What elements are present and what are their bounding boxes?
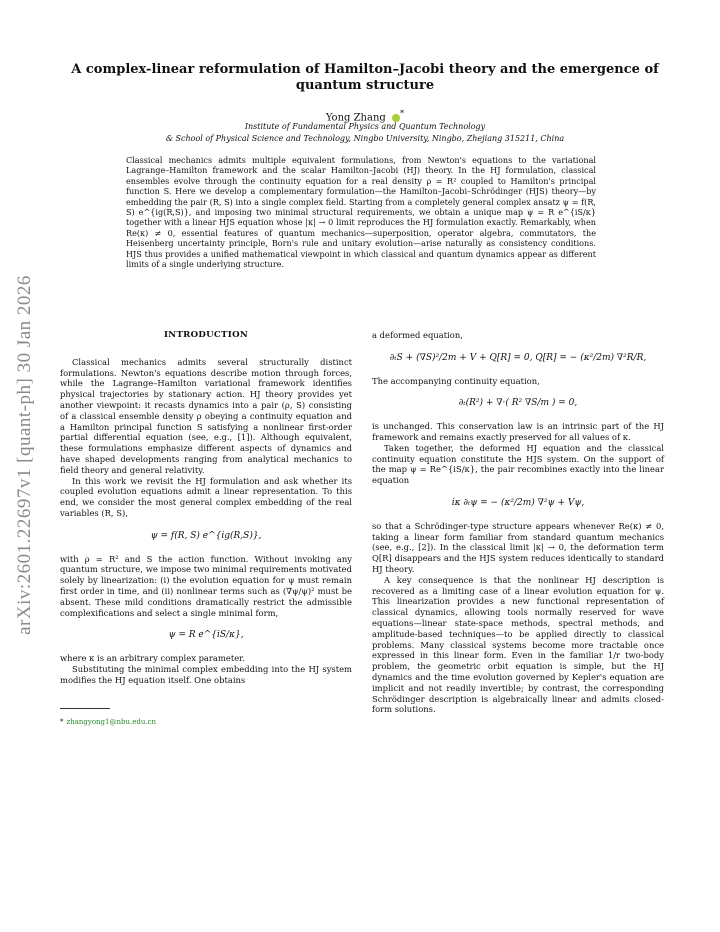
paragraph: Classical mechanics admits several structurally distinct formulations. Newton's equations describe motion through forces, while the Lagrange–Hamilton variational framework identifies physical trajectories by stationary action. HJ theory provides yet another viewpoint: it recasts dynamics into a pair (ρ, S) consisting of a classical ensemble density ρ obeying a continuity equation and a Hamilton principal function S satisfying a nonlinear first-order partial differential equation (see, e.g., [1]). Although equivalent, these formulations emphasize different aspects of dynamics and have shaped developments ranging from analytical mechanics to field theory and general relativity. <box>60 356 352 475</box>
paragraph: The accompanying continuity equation, <box>372 375 540 386</box>
paragraph: so that a Schrödinger-type structure appears whenever Re(κ) ≠ 0, taking a linear form familiar from standard quantum mechanics (see, e.g., [2]). In the classical limit |κ| → 0, the deformation term Q[R] disappears and the HJS system reduces identically to standard HJ theory. <box>372 520 664 574</box>
paragraph: with ρ = R² and S the action function. Without invoking any quantum structure, we impose two minimal requirements motivated solely by linearization: (i) the evolution equation for ψ must remain first order in time, and (ii) nonlinear terms such as (∇ψ/ψ)² must be absent. These mild conditions dramatically restrict the admissible complexifications and select a single minimal form, <box>60 553 352 618</box>
equation: iκ ∂ₜψ = − (κ²/2m) ∇²ψ + Vψ, <box>451 497 585 508</box>
right-column <box>372 330 664 715</box>
equation: ∂ₜS + (∇S)²/2m + V + Q[R] = 0, Q[R] = − (κ²/2m) ∇²R/R, <box>389 352 647 363</box>
affiliation-1: Institute of Fundamental Physics and Quantum Technology <box>244 122 486 131</box>
paragraph: where κ is an arbitrary complex parameter. <box>60 653 245 664</box>
orcid-icon[interactable] <box>392 114 400 122</box>
paragraph: a deformed equation, <box>372 330 463 340</box>
paragraph: Taken together, the deformed HJ equation and the classical continuity equation constitute the HJS system. On the support of the map ψ = Re^{iS/κ}, the pair recombines exactly into the linear equation <box>372 442 664 486</box>
abstract: Classical mechanics admits multiple equivalent formulations, from Newton's equations to the variational Lagrange–Hamilton framework and the scalar Hamilton–Jacobi (HJ) theory. In the HJ formulation, classical ensembles evolve through the continuity equation for a real density ρ = R² coupled to Hamilton's principal function S. Here we develop a complementary formulation—the Hamilton–Jacobi–Schrödinger (HJS) theory—by embedding the pair (R, S) into a single complex field. Starting from a completely general complex ansatz ψ = f(R, S) e^{ig(R,S)}, and imposing two minimal structural requirements, we obtain a unique map ψ = R e^{iS/κ} together with a linear HJS equation whose |κ| → 0 limit reproduces the HJ formulation exactly. Remarkably, when Re(κ) ≠ 0, essential features of quantum mechanics—superposition, operator algebra, commutators, the Heisenberg uncertainty principle, Born's rule and unitary evolution—arise naturally as consistency conditions. HJS thus provides a unified mathematical viewpoint in which classical and quantum dynamics appear as different limits of a single underlying structure. <box>126 155 596 270</box>
section-heading: INTRODUCTION <box>163 330 249 340</box>
footnote-rule <box>60 708 110 709</box>
arxiv-identifier: arXiv:2601.22697v1 [quant-ph] 30 Jan 2026 <box>14 275 35 635</box>
author-footnote-mark[interactable]: * <box>399 108 405 118</box>
paragraph: In this work we revisit the HJ formulation and ask whether its coupled evolution equations admit a linear representation. To this end, we consider the most general complex embedding of the real variables (R, S), <box>60 475 352 518</box>
author-name: Yong Zhang <box>325 112 386 124</box>
left-column <box>60 330 352 727</box>
paragraph: A key consequence is that the nonlinear HJ description is recovered as a limiting case of a linear evolution equation for ψ. This linearization provides a new functional representation of classical dynamics, allowing tools normally reserved for wave equations—linear state-space methods, spectral methods, and amplitude-based techniques—to be applied directly to classical problems. Many classical systems become more tractable once expressed in this linear form. Even in the familiar 1/r two-body problem, the geometric orbit equation is simple, but the HJ dynamics and the time evolution governed by Kepler's equation are implicit and not readily invertible; by contrast, the corresponding Schrödinger description is algebraically linear and admits closed-form solutions. <box>372 574 664 715</box>
equation: ψ = f(R, S) e^{ig(R,S)}, <box>150 530 262 541</box>
paper-title: A complex-linear reformulation of Hamilton–Jacobi theory and the emergence of quantum structure <box>71 62 659 93</box>
paragraph: Substituting the minimal complex embedding into the HJ system modifies the HJ equation itself. One obtains <box>60 663 352 685</box>
equation: ψ = R e^{iS/κ}, <box>168 630 244 641</box>
arxiv-sidebar <box>8 250 42 660</box>
email-link[interactable]: zhangyong1@nbu.edu.cn <box>66 717 156 726</box>
paragraph: is unchanged. This conservation law is an intrinsic part of the HJ framework and remains exactly preserved for all values of κ. <box>372 421 664 442</box>
equation: ∂ₜ(R²) + ∇·( R² ∇S/m ) = 0, <box>458 398 578 409</box>
affiliation-2: & School of Physical Science and Technology, Ningbo University, Ningbo, Zhejiang 315211, China <box>165 134 565 143</box>
footnote <box>60 717 352 728</box>
footnote-mark: * <box>60 717 64 726</box>
